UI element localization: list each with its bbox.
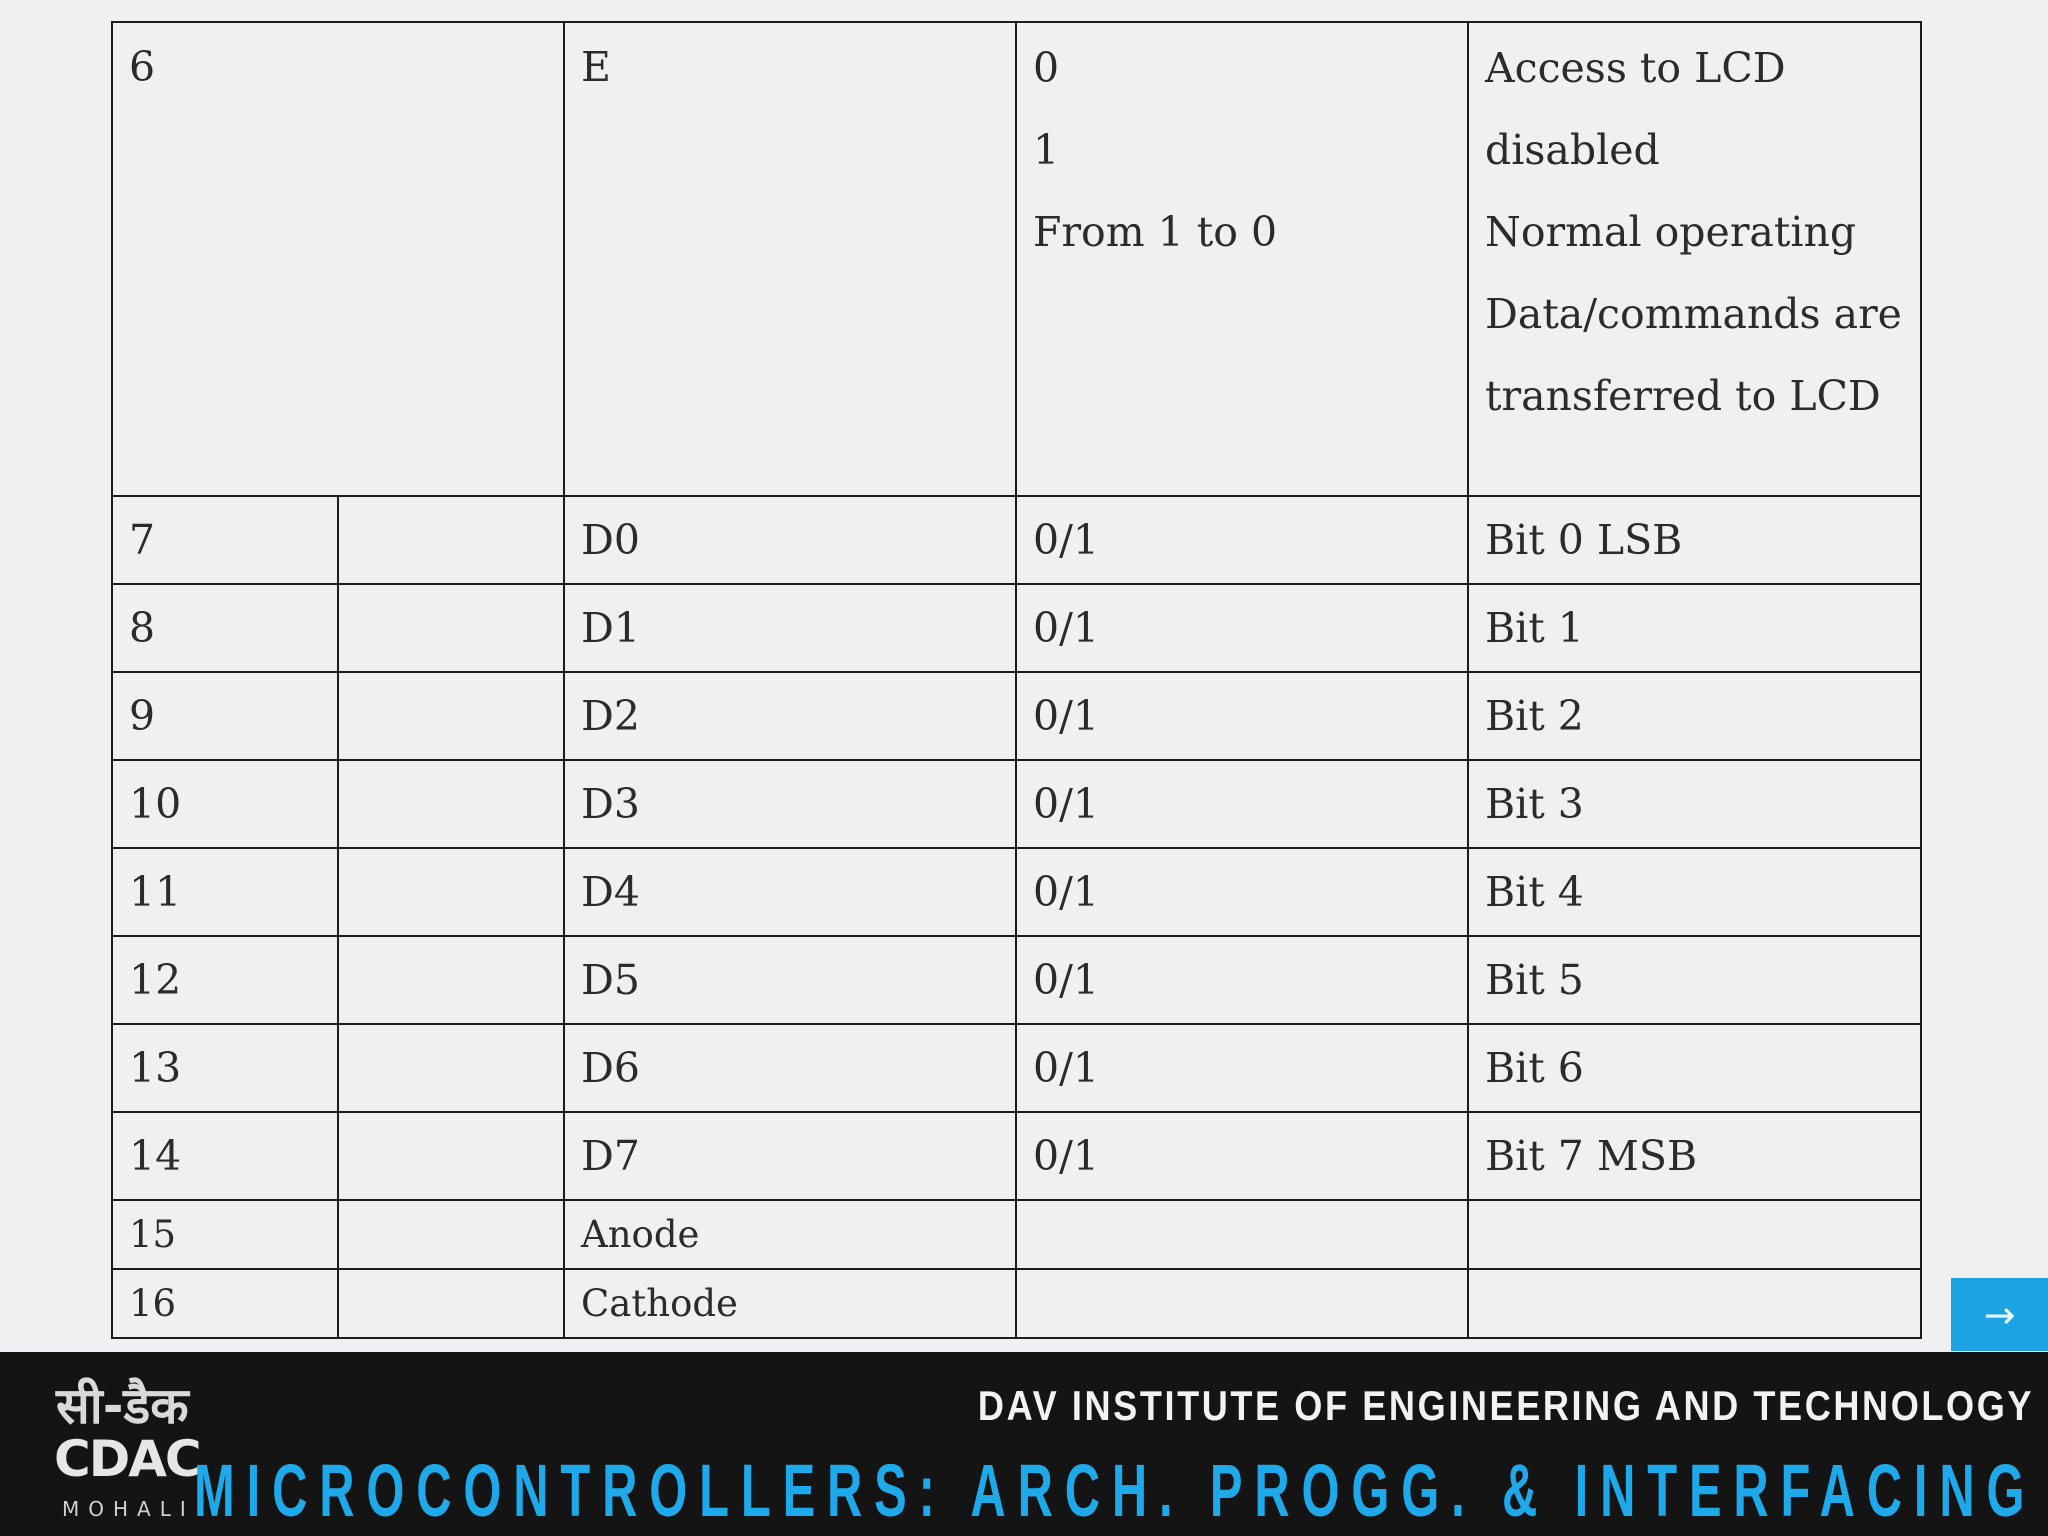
table-row	[112, 760, 1921, 848]
pin-name-cell: D4	[564, 848, 1016, 936]
logic-level-cell	[1016, 1200, 1468, 1269]
pin-name-cell: Anode	[564, 1200, 1016, 1269]
logic-level-cell: 0/1	[1016, 1112, 1468, 1200]
description-cell: Bit 0 LSB	[1468, 496, 1921, 584]
logic-level-cell: 0/1	[1016, 672, 1468, 760]
pin-number-cell: 15	[112, 1200, 338, 1269]
description-cell	[1468, 22, 1921, 496]
description-cell: Bit 5	[1468, 936, 1921, 1024]
description-cell: Bit 2	[1468, 672, 1921, 760]
lcd-pin-table	[111, 21, 1922, 1339]
table-row	[112, 1269, 1921, 1338]
next-slide-button[interactable]	[1951, 1278, 2048, 1351]
empty-cell	[338, 584, 564, 672]
empty-cell	[338, 1024, 564, 1112]
table-row	[112, 936, 1921, 1024]
description-line: transferred to LCD	[1485, 372, 1881, 420]
pin-name-cell: D1	[564, 584, 1016, 672]
empty-cell	[338, 1112, 564, 1200]
logic-level-line: 0	[1033, 44, 1060, 92]
logic-level-cell: 0/1	[1016, 760, 1468, 848]
description-cell: Bit 3	[1468, 760, 1921, 848]
description-cell	[1468, 1200, 1921, 1269]
logic-level-cell: 0/1	[1016, 496, 1468, 584]
table-row	[112, 584, 1921, 672]
empty-cell	[338, 672, 564, 760]
pin-number-cell: 13	[112, 1024, 338, 1112]
empty-cell	[338, 936, 564, 1024]
table-row	[112, 848, 1921, 936]
empty-cell	[338, 848, 564, 936]
logic-level-cell: 0/1	[1016, 936, 1468, 1024]
description-cell: Bit 4	[1468, 848, 1921, 936]
description-line: Normal operating	[1485, 208, 1857, 256]
table-row-pin-6	[112, 22, 1921, 496]
logic-level-cell	[1016, 1269, 1468, 1338]
description-line: disabled	[1485, 126, 1660, 174]
pin-name-cell: D2	[564, 672, 1016, 760]
pin-number-cell: 14	[112, 1112, 338, 1200]
description-cell	[1468, 1269, 1921, 1338]
logic-level-line: From 1 to 0	[1033, 208, 1278, 256]
empty-cell	[338, 1200, 564, 1269]
logic-level-cell: 0/1	[1016, 848, 1468, 936]
pin-name-cell: D6	[564, 1024, 1016, 1112]
logo-hindi-text: सी-डैक	[56, 1377, 189, 1435]
pin-number-cell: 9	[112, 672, 338, 760]
pin-number-cell: 11	[112, 848, 338, 936]
logo-city-text: MOHALI	[62, 1497, 195, 1521]
pin-name-cell: D0	[564, 496, 1016, 584]
institute-name: DAV INSTITUTE OF ENGINEERING AND TECHNOLOGY	[977, 1382, 2034, 1429]
logic-level-cell: 0/1	[1016, 1024, 1468, 1112]
pin-number-cell: 12	[112, 936, 338, 1024]
pin-name-cell: E	[564, 22, 1016, 496]
table-row	[112, 672, 1921, 760]
description-cell: Bit 7 MSB	[1468, 1112, 1921, 1200]
description-cell: Bit 1	[1468, 584, 1921, 672]
pin-number-cell: 7	[112, 496, 338, 584]
pin-number-cell: 10	[112, 760, 338, 848]
logo-name-text: CDAC	[54, 1430, 200, 1488]
description-line: Data/commands are	[1485, 290, 1902, 338]
pin-name-cell: D7	[564, 1112, 1016, 1200]
description-line: Access to LCD	[1485, 44, 1786, 92]
table-row	[112, 1112, 1921, 1200]
pin-number-cell: 8	[112, 584, 338, 672]
empty-cell	[338, 760, 564, 848]
pin-number-cell: 16	[112, 1269, 338, 1338]
table-row	[112, 496, 1921, 584]
logic-level-cell: 0/1	[1016, 584, 1468, 672]
logic-level-line: 1	[1033, 126, 1060, 174]
pin-number-cell: 6	[112, 22, 564, 496]
course-title: MICROCONTROLLERS: ARCH. PROGG. & INTERFACING	[193, 1449, 2036, 1532]
empty-cell	[338, 496, 564, 584]
pin-name-cell: D3	[564, 760, 1016, 848]
table-row	[112, 1200, 1921, 1269]
logic-level-cell	[1016, 22, 1468, 496]
pin-name-cell: Cathode	[564, 1269, 1016, 1338]
footer-banner	[0, 1352, 2048, 1536]
table-row	[112, 1024, 1921, 1112]
description-cell: Bit 6	[1468, 1024, 1921, 1112]
pin-name-cell: D5	[564, 936, 1016, 1024]
arrow-right-icon: →	[1983, 1292, 2016, 1337]
empty-cell	[338, 1269, 564, 1338]
